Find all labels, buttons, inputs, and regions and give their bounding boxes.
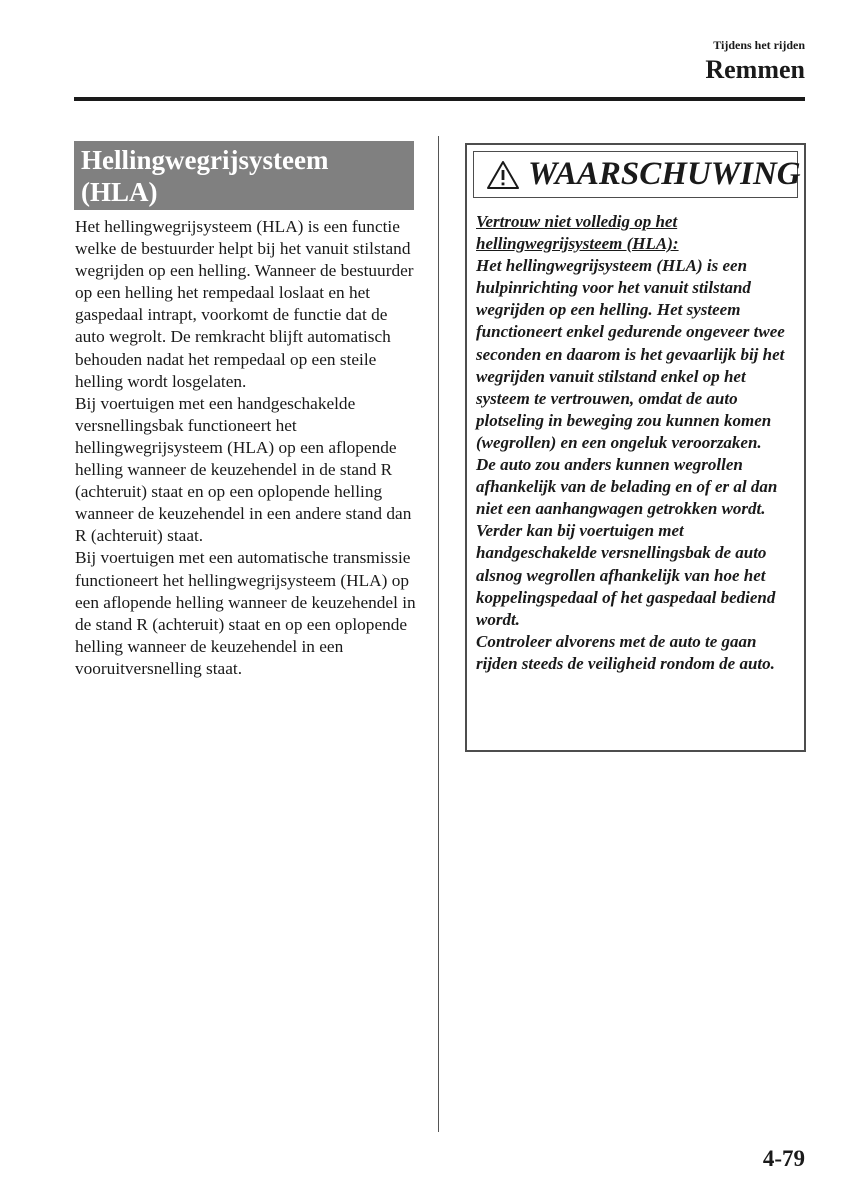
column-divider bbox=[438, 136, 439, 1132]
page-number: 4-79 bbox=[762, 1146, 805, 1171]
warning-subject: Vertrouw niet volledig op het hellingwegrijsysteem (HLA): bbox=[476, 212, 679, 254]
running-header-title: Remmen bbox=[705, 55, 805, 84]
body-text: Het hellingwegrijsysteem (HLA) is een functie welke de bestuurder helpt bij het vanuit stilstand wegrijden op een helling. Wanneer de bestuurder op een helling het rempedaal loslaat en het gaspedaal intrapt, voorkomt de functie dat de auto wegrolt. De remkracht blijft automatisch behouden nadat het rempedaal op een steile helling wordt losgelaten. Bij voertuigen met een handgeschakelde versnellingsbak functioneert het hellingwegrijsysteem (HLA) op een aflopende helling wanneer de keuzehendel in de stand R (achteruit) staat en op een oplopende helling wanneer de keuzehendel in een andere stand dan R (achteruit) staat. Bij voertuigen met een automatische transmissie functioneert het hellingwegrijsysteem (HLA) op een aflopende helling wanneer de keuzehendel in de stand R (achteruit) staat en op een oplopende helling wanneer de keuzehendel in een vooruitversnelling staat. bbox=[75, 217, 416, 678]
warning-content bbox=[476, 211, 798, 675]
warning-box bbox=[465, 143, 806, 752]
warning-header bbox=[473, 151, 801, 198]
warning-text: Het hellingwegrijsysteem (HLA) is een hulpinrichting voor het vanuit stilstand wegrijden op een helling. Het systeem functioneert enkel gedurende ongeveer twee seconden en daarom is het gevaarlijk bij het wegrijden vanuit stilstand enkel op het systeem te vertrouwen, omdat de auto plotseling in beweging zou kunnen komen (wegrollen) en een ongeluk veroorzaken. De auto zou anders kunnen wegrollen afhankelijk van de belading en of er al dan niet een aanhangwagen getrokken wordt. Verder kan bij voertuigen met handgeschakelde versnellingsbak de auto alsnog wegrollen afhankelijk van hoe het koppelingspedaal of het gaspedaal bediend wordt. Controleer alvorens met de auto te gaan rijden steeds de veiligheid rondom de auto. bbox=[476, 256, 785, 673]
warning-triangle-icon bbox=[486, 160, 520, 190]
header-rule bbox=[74, 97, 805, 101]
warning-label: WAARSCHUWING bbox=[528, 156, 801, 192]
section-heading: Hellingwegrijsysteem (HLA) bbox=[74, 141, 414, 210]
running-header-section: Tijdens het rijden bbox=[713, 38, 805, 52]
